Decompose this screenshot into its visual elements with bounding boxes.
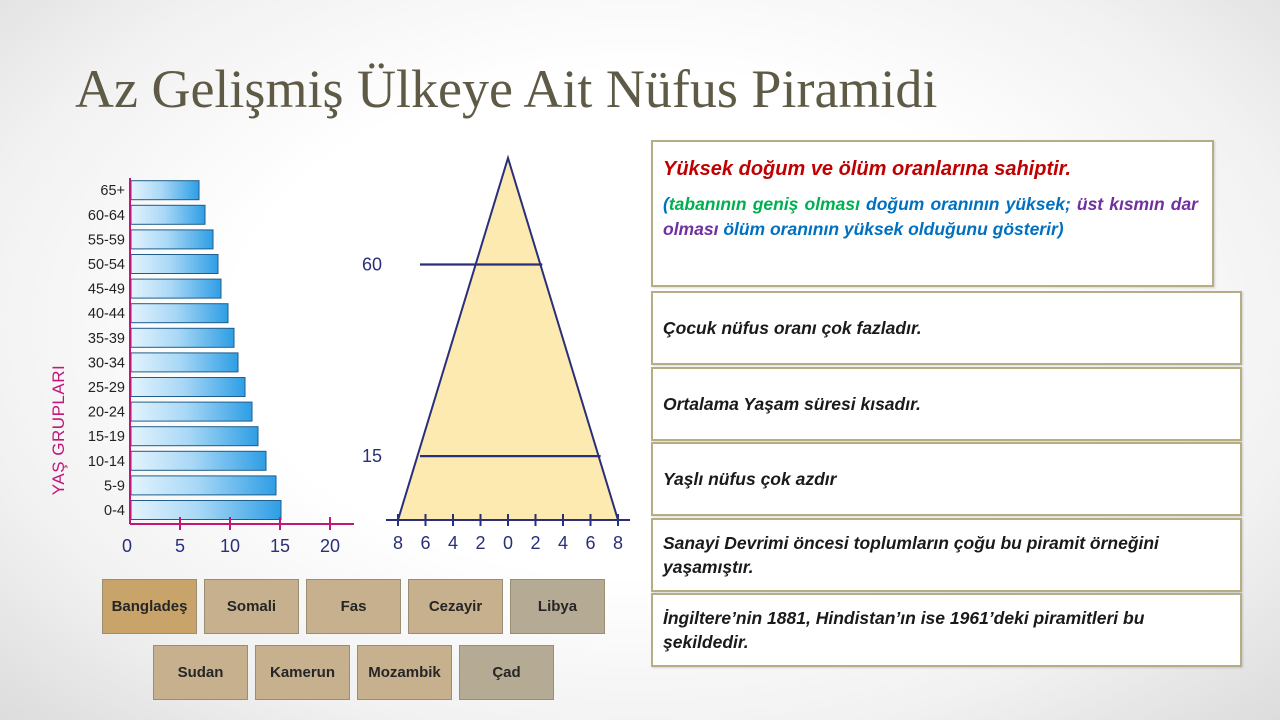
info-box-life-expectancy: [651, 367, 1242, 441]
country-label-kamerun: Kamerun: [255, 645, 350, 700]
info-text: İngiltere’nin 1881, Hindistan’ın ise 1961’deki piramitleri bu şekildedir.: [663, 608, 1145, 652]
bar-50-54: [131, 255, 218, 274]
info-text: Çocuk nüfus oranı çok fazladır.: [663, 318, 922, 338]
info-lead-text: Yüksek doğum ve ölüm oranlarına sahiptir.: [663, 158, 1071, 180]
category-label: 35-39: [87, 330, 125, 347]
info-box-elderly-population: [651, 442, 1242, 516]
info-text: Yaşlı nüfus çok azdır: [663, 469, 837, 489]
detail-part-high-death: ölüm oranının yüksek olduğunu gösterir): [718, 219, 1064, 239]
country-label-sudan: Sudan: [153, 645, 248, 700]
bar-0-4: [131, 501, 281, 520]
category-label: 60-64: [87, 207, 125, 224]
info-text: Ortalama Yaşam süresi kısadır.: [663, 394, 921, 414]
info-box-birth-death-rates: [651, 140, 1214, 287]
category-label: 25-29: [87, 380, 125, 396]
bar-45-49: [131, 279, 221, 298]
category-label: 50-54: [87, 257, 125, 273]
bar-40-44: [131, 304, 228, 323]
info-box-historical-examples: [651, 593, 1242, 667]
detail-part-high-birth: doğum oranının yüksek;: [859, 194, 1071, 214]
info-detail-text: [663, 192, 1198, 242]
category-label: 45-49: [87, 281, 125, 298]
pyramid-shape: [398, 158, 618, 520]
category-label: 20-24: [87, 404, 125, 421]
population-pyramid-diagram: [350, 150, 640, 560]
bar-15-19: [131, 427, 258, 446]
slide-title: Az Gelişmiş Ülkeye Ait Nüfus Piramidi: [75, 59, 938, 119]
x-tick-label: 0: [121, 536, 133, 556]
x-tick-label: 20: [319, 536, 341, 556]
pyramid-tick-label: 8: [392, 533, 404, 553]
country-label-bangladesh: Bangladeş: [102, 579, 197, 634]
x-tick-label: 15: [269, 536, 291, 556]
age-group-bar-chart: [40, 170, 360, 560]
bar-20-24: [131, 402, 252, 421]
pyramid-tick-label: 6: [585, 533, 596, 553]
category-label: 65+: [100, 183, 125, 200]
category-label: 0-4: [104, 503, 125, 519]
category-label: 15-19: [87, 429, 125, 446]
bar-60-64: [131, 205, 205, 224]
category-label: 40-44: [87, 306, 125, 323]
info-box-child-population: [651, 291, 1242, 365]
detail-part-wide-base: tabanının geniş olması: [668, 194, 860, 214]
pyramid-tick-label: 2: [530, 533, 541, 553]
category-label: 5-9: [104, 478, 125, 495]
info-box-pre-industrial: [651, 518, 1242, 592]
bar-35-39: [131, 328, 234, 347]
detail-part-narrow-top: üst kısmın dar olması: [663, 194, 1198, 239]
pyramid-tick-label: 8: [612, 533, 624, 553]
pyramid-tick-label: 2: [475, 533, 486, 553]
pyramid-tick-label: 0: [502, 533, 514, 553]
country-label-fas: Fas: [306, 579, 401, 634]
country-label-libya: Libya: [510, 579, 605, 634]
country-label-cad: Çad: [459, 645, 554, 700]
country-label-mozambik: Mozambik: [357, 645, 452, 700]
bar-5-9: [131, 476, 276, 495]
pyramid-tick-label: 4: [557, 533, 569, 553]
bar-10-14: [131, 451, 266, 470]
bar-55-59: [131, 230, 213, 249]
y-axis-label: YAŞ GRUPLARI: [49, 364, 68, 496]
pyramid-age-label: 15: [361, 446, 382, 467]
country-label-cezayir: Cezayir: [408, 579, 503, 634]
info-text: Sanayi Devrimi öncesi toplumların çoğu bu piramit örneğini yaşamıştır.: [663, 533, 1159, 577]
bar-65+: [131, 181, 199, 200]
detail-part-open: (: [663, 194, 669, 214]
category-label: 10-14: [87, 453, 125, 470]
pyramid-age-label: 60: [361, 254, 382, 275]
category-label: 30-34: [87, 355, 125, 372]
pyramid-tick-label: 6: [420, 533, 431, 553]
country-label-somali: Somali: [204, 579, 299, 634]
pyramid-tick-label: 4: [447, 533, 459, 553]
category-label: 55-59: [87, 232, 125, 249]
x-tick-label: 5: [174, 536, 186, 556]
bar-30-34: [131, 353, 238, 372]
bar-25-29: [131, 378, 245, 397]
x-tick-label: 10: [219, 536, 241, 556]
